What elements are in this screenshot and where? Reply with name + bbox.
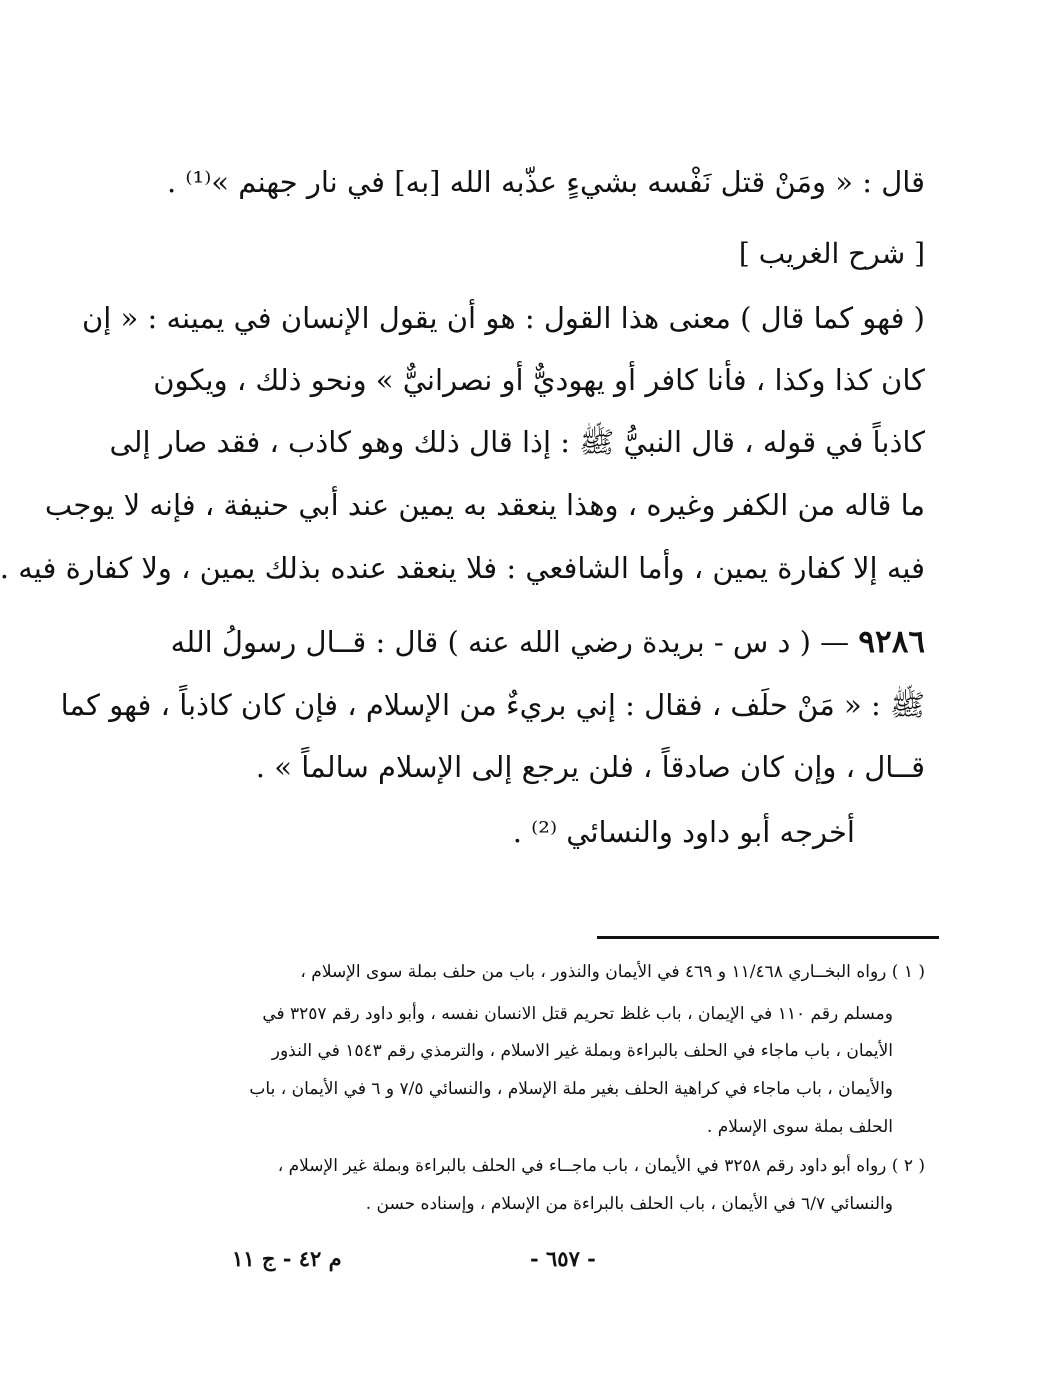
footnote-1-line-2: ومسلم رقم ١١٠ في الإيمان ، باب غلظ تحريم قتل الانسان نفسه ، وأبو داود رقم ٣٢٥٧ في xyxy=(262,1004,893,1024)
footnote-separator xyxy=(597,936,939,939)
footnote-1-line-3: الأيمان ، باب ماجاء في الحلف بالبراءة وبملة غير الاسلام ، والترمذي رقم ١٥٤٣ في النذور xyxy=(271,1041,893,1061)
footnote-1-line-4: والأيمان ، باب ماجاء في كراهية الحلف بغير ملة الإسلام ، والنسائي ٧/٥ و ٦ في الأيمان ، باب xyxy=(249,1079,893,1099)
hadith-9286-intro: — ( د س - بريدة رضي الله عنه ) قال : قــال رسولُ الله xyxy=(170,625,859,659)
hadith-9286-line-2: ﷺ : « مَنْ حلَف ، فقال : إني بريءٌ من الإسلام ، فإن كان كاذباً ، فهو كما xyxy=(60,688,925,722)
page-number: - ٦٥٧ - xyxy=(530,1246,596,1271)
explanation-line-3: كاذباً في قوله ، قال النبيُّ ﷺ : إذا قال ذلك وهو كاذب ، فقد صار إلى xyxy=(109,425,925,459)
explanation-line-1: ( فهو كما قال ) معنى هذا القول : هو أن يقول الإنسان في يمينه : « إن xyxy=(81,301,925,335)
signature-mark: م ٤٢ - ج ١١ xyxy=(232,1246,342,1271)
explanation-line-4: ما قاله من الكفر وغيره ، وهذا ينعقد به يمين عند أبي حنيفة ، فإنه لا يوجب xyxy=(44,488,925,522)
footnote-1-line-5: الحلف بملة سوى الإسلام . xyxy=(706,1117,893,1137)
hadith-9286-line-3: قــال ، وإن كان صادقاً ، فلن يرجع إلى الإسلام سالماً » . xyxy=(255,750,925,784)
hadith-source: أخرجه أبو داود والنسائي ⁽²⁾ . xyxy=(512,815,855,849)
explanation-line-5: فيه إلا كفارة يمين ، وأما الشافعي : فلا ينعقد عنده بذلك يمين ، ولا كفارة فيه . xyxy=(0,551,925,585)
hadith-top-line: قال : « ومَنْ قتل نَفْسه بشيءٍ عذّبه الله [به] في نار جهنم »⁽¹⁾ . xyxy=(166,165,925,199)
section-heading: [ شرح الغريب ] xyxy=(738,237,925,270)
footnote-1-line-1: ( ١ ) رواه البخــاري ١١/٤٦٨ و ٤٦٩ في الأيمان والنذور ، باب من حلف بملة سوى الإسلام ، xyxy=(300,962,925,982)
footnote-2-line-1: ( ٢ ) رواه أبو داود رقم ٣٢٥٨ في الأيمان ، باب ماجــاء في الحلف بالبراءة وبملة غير الإسلام ، xyxy=(277,1156,925,1176)
footnote-2-line-2: والنسائي ٦/٧ في الأيمان ، باب الحلف بالبراءة من الإسلام ، وإسناده حسن . xyxy=(365,1194,893,1214)
hadith-9286-line-1 xyxy=(170,620,925,664)
explanation-line-2: كان كذا وكذا ، فأنا كافر أو يهوديٌّ أو نصرانيٌّ » ونحو ذلك ، ويكون xyxy=(153,363,925,397)
hadith-number: ٩٢٨٦ xyxy=(858,624,925,660)
